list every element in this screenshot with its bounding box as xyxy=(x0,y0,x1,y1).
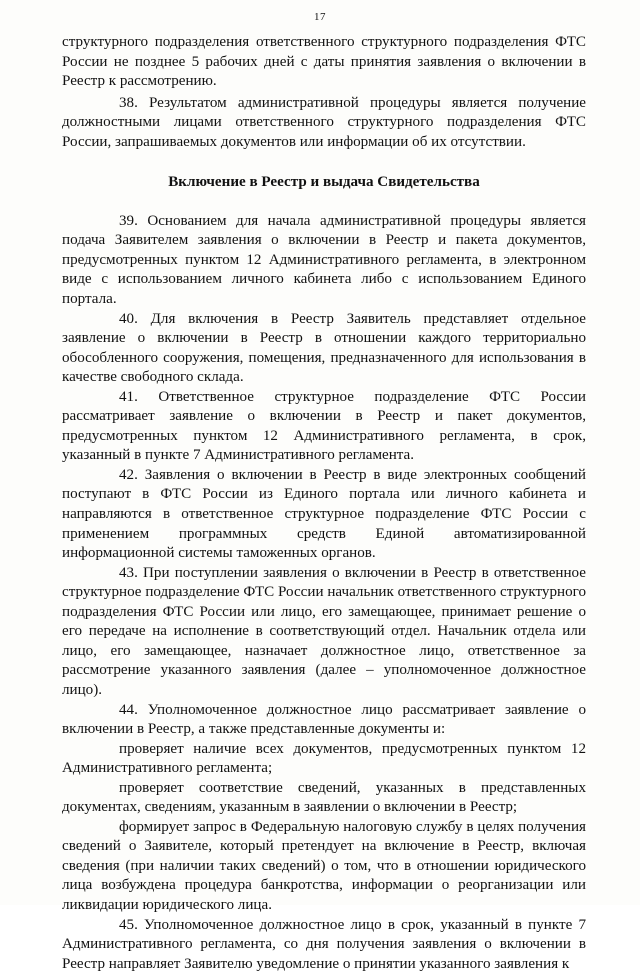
paragraph-43: 43. При поступлении заявления о включении в Реестр в ответственное структурное подразделение ФТС России начальник ответственного структурного подразделения ФТС России или лицо, его замещающее, принимает решение о его передаче на исполнение в соответствующий отдел. Начальник отдела или лицо, его замещающее, назначает должностное лицо, ответственное за рассмотрение указанного заявления (далее – уполномоченное должностное лицо). xyxy=(62,564,586,698)
paragraph-44: 44. Уполномоченное должностное лицо рассматривает заявление о включении в Реестр, а также представленные документы и: xyxy=(62,701,586,738)
paragraph-40: 40. Для включения в Реестр Заявитель представляет отдельное заявление о включении в Реестр в отношении каждого территориально обособленного сооружения, помещения, предназначенного для использования в качестве свободного склада. xyxy=(62,310,586,386)
paragraph-44-item-1: проверяет наличие всех документов, предусмотренных пунктом 12 Административного регламента; xyxy=(62,740,586,777)
page-number: 17 xyxy=(314,11,326,23)
paragraph-continuation: структурного подразделения ответственного структурного подразделения ФТС России не позднее 5 рабочих дней с даты принятия заявления о включении в Реестр к рассмотрению. xyxy=(62,34,586,90)
paragraph-41: 41. Ответственное структурное подразделение ФТС России рассматривает заявление о включении в Реестр и пакет документов, предусмотренных пунктом 12 Административного регламента, в срок, указанный в пункте 7 Административного регламента. xyxy=(62,388,586,464)
paragraph-42: 42. Заявления о включении в Реестр в виде электронных сообщений поступают в ФТС России из Единого портала или личного кабинета и направляются в ответственное структурное подразделение ФТС России с применением программных средств Единой автоматизированной информационной системы таможенных органов. xyxy=(62,466,586,562)
paragraph-44-item-2: проверяет соответствие сведений, указанных в представленных документах, сведениям, указанным в заявлении о включении в Реестр; xyxy=(62,779,586,816)
paragraph-45: 45. Уполномоченное должностное лицо в срок, указанный в пункте 7 Административного регламента, со дня получения заявления о включении в Реестр направляет Заявителю уведомление о принятии указанного заявления к xyxy=(62,916,586,972)
paragraph-44-item-3: формирует запрос в Федеральную налоговую службу в целях получения сведений о Заявителе, который претендует на включение в Реестр, включая сведения (при наличии таких сведений) о том, что в отношении юридического лица возбуждена процедура банкротства, информации о реорганизации или ликвидации юридического лица. xyxy=(62,818,586,913)
paragraph-38: 38. Результатом административной процедуры является получение должностными лицами ответственного структурного подразделения ФТС России, запрашиваемых документов или информации об их отсутствии. xyxy=(62,94,586,150)
paragraph-39: 39. Основанием для начала административной процедуры является подача Заявителем заявления о включении в Реестр и пакета документов, предусмотренных пунктом 12 Административного регламента, в электронном виде с использованием личного кабинета либо с использованием Единого портала. xyxy=(62,212,586,308)
section-heading: Включение в Реестр и выдача Свидетельства xyxy=(168,174,480,191)
document-body xyxy=(62,33,586,974)
